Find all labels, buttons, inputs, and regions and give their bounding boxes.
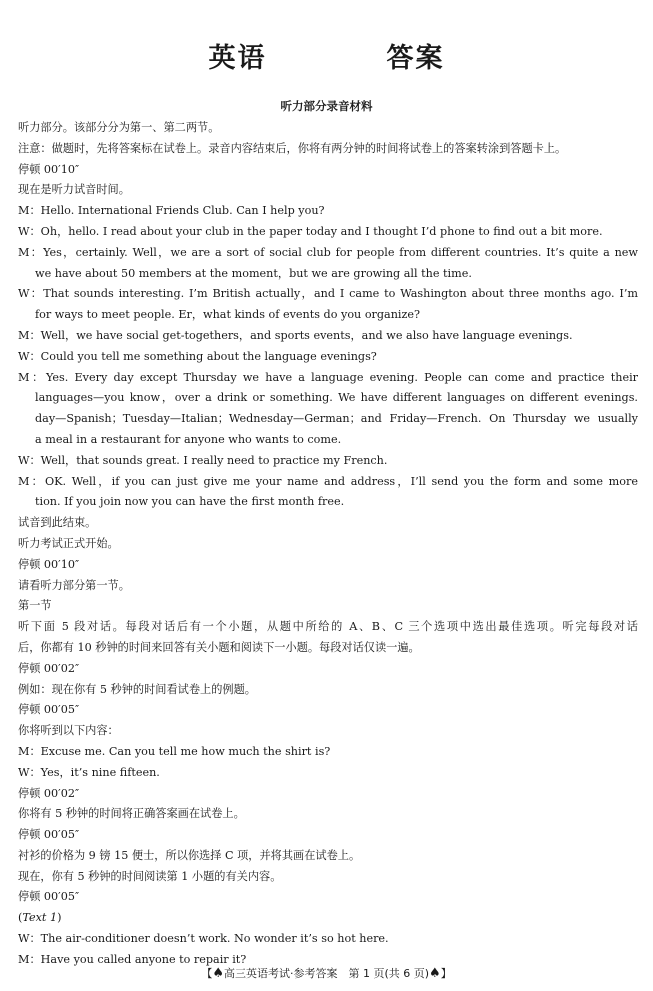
- transcript-line: 你将听到以下内容：: [18, 724, 119, 738]
- transcript-line: W：Well，that sounds great. I really need to practice my French.: [18, 453, 388, 467]
- transcript-line: 停顿 00′05″: [18, 703, 80, 717]
- text-label: Text 1: [22, 911, 58, 925]
- title-answer: 答案: [386, 43, 445, 74]
- transcript-line: we have about 50 members at the moment，but we are growing all the time.: [35, 266, 472, 280]
- footer-text: 高三英语考试·参考答案 第 1 页(共 6 页): [223, 967, 430, 980]
- transcript-line: 停顿 00′10″: [18, 162, 80, 176]
- transcript-line: a meal in a restaurant for anyone who wants to come.: [35, 432, 342, 446]
- transcript-line: M：Yes. Every day except Thursday we have a language evening. People can come and practice their: [18, 370, 638, 384]
- transcript-line: 例如：现在你有 5 秒钟的时间看试卷上的例题。: [18, 682, 256, 696]
- transcript-line: 现在，你有 5 秒钟的时间阅读第 1 小题的有关内容。: [18, 869, 282, 883]
- title-subject: 英语: [208, 43, 267, 74]
- section-heading: 听力部分录音材料: [280, 99, 373, 113]
- transcript-line: M：Well，we have social get-togethers，and sports events，and we also have language evenings.: [18, 328, 573, 342]
- transcript-line: (Text 1): [18, 911, 62, 925]
- transcript-line: day—Spanish；Tuesday—Italian；Wednesday—German；and Friday—French. On Thursday we usually: [35, 412, 638, 426]
- spade-icon: ♠: [212, 966, 224, 981]
- transcript-line: M：Hello. International Friends Club. Can I help you?: [18, 204, 325, 218]
- transcript-line: 停顿 00′10″: [18, 557, 80, 571]
- transcript-line: W：Oh，hello. I read about your club in the paper today and I thought I’d phone to find out a bit more.: [18, 224, 603, 238]
- transcript-line: M：Excuse me. Can you tell me how much the shirt is?: [18, 744, 331, 758]
- transcript-line: 第一节: [18, 599, 52, 613]
- transcript-body: [18, 118, 638, 971]
- transcript-line: 衬衫的价格为 9 镑 15 便士，所以你选择 C 项，并将其画在试卷上。: [18, 848, 361, 862]
- transcript-line: 你将有 5 秒钟的时间将正确答案画在试卷上。: [18, 807, 245, 821]
- page-footer: [0, 965, 653, 981]
- transcript-line: 试音到此结束。: [18, 516, 97, 530]
- footer-bracket-open: 【: [201, 967, 213, 980]
- transcript-line: 停顿 00′05″: [18, 890, 80, 904]
- transcript-line: languages—you know，over a drink or something. We have different languages on different evenings.: [35, 391, 638, 405]
- transcript-line: W：The air-conditioner doesn’t work. No wonder it’s so hot here.: [18, 932, 389, 946]
- page-title: [0, 36, 653, 75]
- transcript-line: W：Yes，it’s nine fifteen.: [18, 765, 160, 779]
- transcript-line: for ways to meet people. Er，what kinds of events do you organize?: [35, 308, 421, 322]
- transcript-line: 听力考试正式开始。: [18, 536, 119, 550]
- transcript-line: 停顿 00′02″: [18, 786, 80, 800]
- transcript-line: 现在是听力试音时间。: [18, 183, 130, 197]
- transcript-line: 后，你都有 10 秒钟的时间来回答有关小题和阅读下一小题。每段对话仅读一遍。: [18, 640, 420, 654]
- footer-bracket-close: 】: [440, 967, 452, 980]
- transcript-line: 听力部分。该部分分为第一、第二两节。: [18, 121, 220, 134]
- transcript-line: W：That sounds interesting. I’m British actually，and I came to Washington about three months ago. I’m: [18, 287, 638, 301]
- transcript-line: M：OK. Well，if you can just give me your name and address，I’ll send you the form and some more: [18, 474, 638, 488]
- transcript-line: 请看听力部分第一节。: [18, 578, 130, 592]
- transcript-line: 注意：做题时，先将答案标在试卷上。录音内容结束后，你将有两分钟的时间将试卷上的答案转涂到答题卡上。: [18, 141, 567, 155]
- transcript-line: M：Yes，certainly. Well，we are a sort of social club for people from different countries. It’s quite a new: [18, 245, 638, 259]
- transcript-line: W：Could you tell me something about the language evenings?: [18, 349, 377, 363]
- transcript-line: M：Have you called anyone to repair it?: [18, 952, 247, 966]
- spade-icon: ♠: [429, 966, 441, 981]
- transcript-line: 听下面 5 段对话。每段对话后有一个小题，从题中所给的 A、B、C 三个选项中选出最佳选项。听完每段对话: [18, 620, 638, 634]
- transcript-line: 停顿 00′02″: [18, 661, 80, 675]
- transcript-line: 停顿 00′05″: [18, 828, 80, 842]
- transcript-line: tion. If you join now you can have the first month free.: [35, 495, 345, 509]
